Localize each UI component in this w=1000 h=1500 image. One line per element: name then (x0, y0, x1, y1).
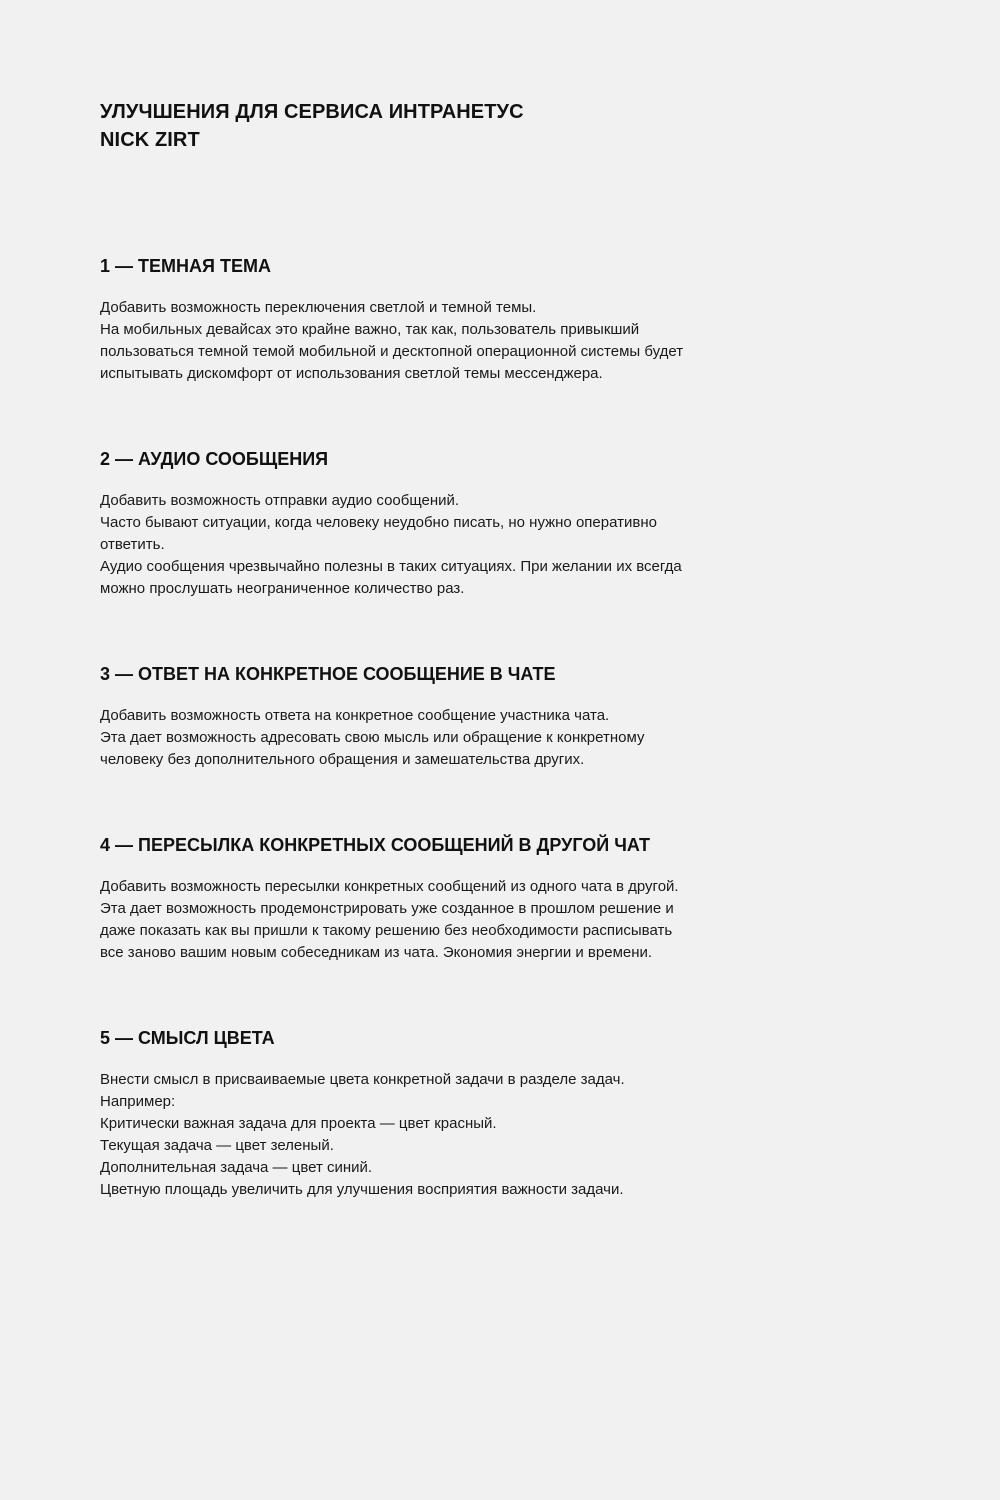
section-heading: 4 — ПЕРЕСЫЛКА КОНКРЕТНЫХ СООБЩЕНИЙ В ДРУГОЙ ЧАТ (100, 835, 650, 855)
section-heading: 1 — ТЕМНАЯ ТЕМА (100, 256, 271, 276)
section-line: человеку без дополнительного обращения и замешательства других. (100, 751, 585, 768)
section-line: Эта дает возможность адресовать свою мысль или обращение к конкретному (100, 729, 645, 746)
section-line: Добавить возможность переключения светлой и темной темы. (100, 299, 537, 316)
section-reply-to-message (100, 662, 760, 771)
section-audio-messages (100, 447, 760, 600)
section-line: Добавить возможность отправки аудио сообщений. (100, 492, 460, 509)
section-line: На мобильных девайсах это крайне важно, так как, пользователь привыкший (100, 321, 640, 338)
section-line: Часто бывают ситуации, когда человеку неудобно писать, но нужно оперативно (100, 514, 657, 531)
section-heading: 2 — АУДИО СООБЩЕНИЯ (100, 449, 329, 469)
section-body (100, 876, 760, 964)
section-line: Цветную площадь увеличить для улучшения восприятия важности задачи. (100, 1181, 624, 1198)
section-color-meaning (100, 1026, 760, 1201)
section-line: Внести смысл в присваиваемые цвета конкретной задачи в разделе задач. (100, 1071, 625, 1088)
section-dark-theme (100, 254, 760, 385)
section-line: даже показать как вы пришли к такому решению без необходимости расписывать (100, 922, 673, 939)
document-title: УЛУЧШЕНИЯ ДЛЯ СЕРВИСА ИНТРАНЕТУС (100, 101, 524, 123)
section-body (100, 297, 760, 385)
section-line: Добавить возможность ответа на конкретное сообщение участника чата. (100, 707, 610, 724)
section-line: Эта дает возможность продемонстрировать уже созданное в прошлом решение и (100, 900, 674, 917)
section-line: Критически важная задача для проекта — цвет красный. (100, 1115, 497, 1132)
section-heading: 5 — СМЫСЛ ЦВЕТА (100, 1028, 275, 1048)
section-forward-messages (100, 833, 760, 964)
section-line: Например: (100, 1093, 176, 1110)
section-body (100, 1069, 760, 1201)
section-line: Добавить возможность пересылки конкретных сообщений из одного чата в другой. (100, 878, 679, 895)
section-line: ответить. (100, 536, 165, 553)
section-line: Дополнительная задача — цвет синий. (100, 1159, 373, 1176)
section-line: Текущая задача — цвет зеленый. (100, 1137, 334, 1154)
section-line: все заново вашим новым собеседникам из чата. Экономия энергии и времени. (100, 944, 653, 961)
section-heading: 3 — ОТВЕТ НА КОНКРЕТНОЕ СООБЩЕНИЕ В ЧАТЕ (100, 664, 556, 684)
section-body (100, 705, 760, 771)
document-header (100, 98, 524, 154)
section-line: пользоваться темной темой мобильной и десктопной операционной системы будет (100, 343, 684, 360)
section-line: испытывать дискомфорт от использования светлой темы мессенджера. (100, 365, 603, 382)
section-body (100, 490, 760, 600)
section-line: Аудио сообщения чрезвычайно полезны в таких ситуациях. При желании их всегда (100, 558, 682, 575)
section-line: можно прослушать неограниченное количество раз. (100, 580, 465, 597)
document-author: NICK ZIRT (100, 129, 200, 151)
